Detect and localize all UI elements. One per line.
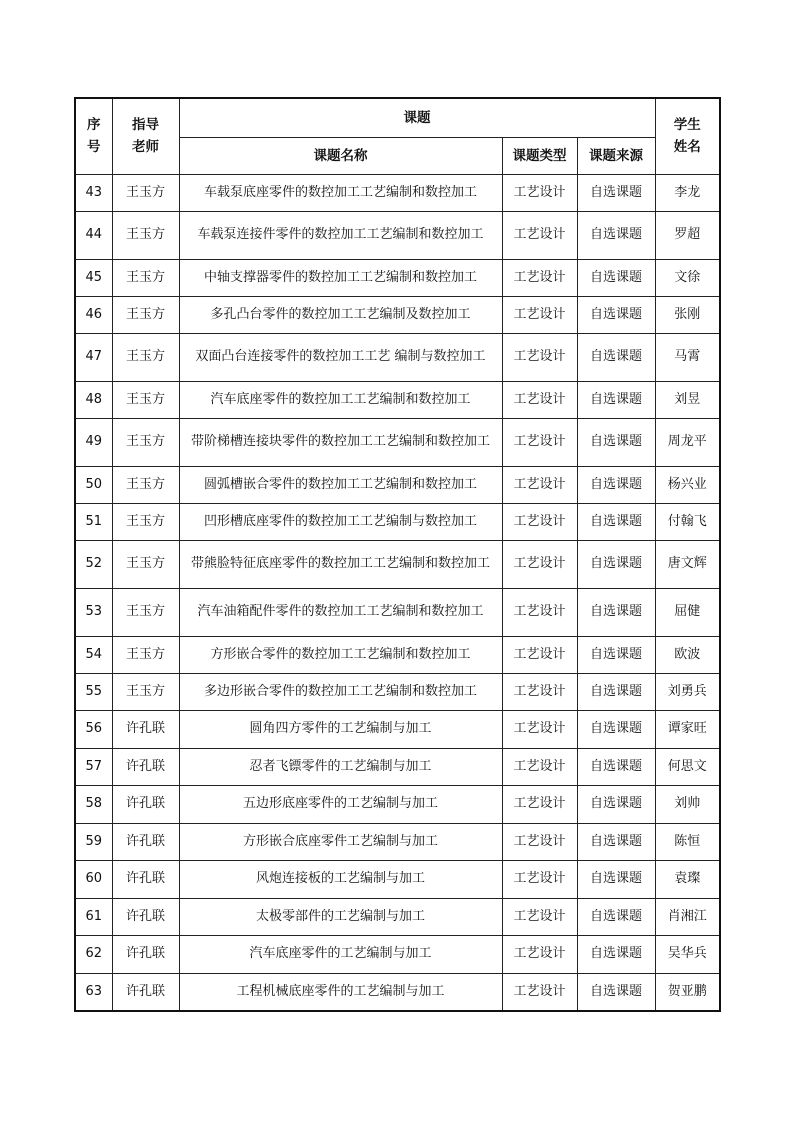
- row-number: 53: [75, 588, 112, 636]
- row-student: 马霄: [655, 333, 720, 381]
- row-student: 周龙平: [655, 418, 720, 466]
- row-topic-source: 自选课题: [577, 211, 655, 259]
- row-topic-type: 工艺设计: [502, 418, 577, 466]
- row-topic-type: 工艺设计: [502, 588, 577, 636]
- row-topic-source: 自选课题: [577, 466, 655, 503]
- table-row: [75, 898, 720, 935]
- row-topic: 圆角四方零件的工艺编制与加工: [179, 710, 502, 748]
- row-topic-source: 自选课题: [577, 418, 655, 466]
- row-student: 谭家旺: [655, 710, 720, 748]
- row-number: 48: [75, 381, 112, 418]
- row-topic-type: 工艺设计: [502, 860, 577, 898]
- row-topic-type: 工艺设计: [502, 381, 577, 418]
- row-student: 张刚: [655, 296, 720, 333]
- row-number: 52: [75, 540, 112, 588]
- table-row: [75, 259, 720, 296]
- table-row: [75, 673, 720, 710]
- row-topic-type: 工艺设计: [502, 673, 577, 710]
- table-row: [75, 748, 720, 785]
- header-topic-source: 课题来源: [577, 137, 655, 174]
- row-topic-source: 自选课题: [577, 174, 655, 211]
- row-topic-source: 自选课题: [577, 636, 655, 673]
- row-number: 45: [75, 259, 112, 296]
- row-topic-type: 工艺设计: [502, 935, 577, 973]
- row-student: 欧波: [655, 636, 720, 673]
- row-topic: 圆弧槽嵌合零件的数控加工工艺编制和数控加工: [179, 466, 502, 503]
- row-student: 李龙: [655, 174, 720, 211]
- header-student: 学生姓名: [655, 98, 720, 174]
- row-advisor: 王玉方: [112, 503, 179, 540]
- table-row: [75, 211, 720, 259]
- table-row: [75, 636, 720, 673]
- row-student: 付翰飞: [655, 503, 720, 540]
- row-topic: 工程机械底座零件的工艺编制与加工: [179, 973, 502, 1011]
- header-advisor: 指导老师: [112, 98, 179, 174]
- row-topic: 凹形槽底座零件的数控加工工艺编制与数控加工: [179, 503, 502, 540]
- row-topic-type: 工艺设计: [502, 259, 577, 296]
- row-advisor: 许孔联: [112, 935, 179, 973]
- row-number: 60: [75, 860, 112, 898]
- row-topic-type: 工艺设计: [502, 333, 577, 381]
- row-topic-source: 自选课题: [577, 503, 655, 540]
- row-advisor: 许孔联: [112, 823, 179, 860]
- row-advisor: 王玉方: [112, 296, 179, 333]
- row-topic-type: 工艺设计: [502, 211, 577, 259]
- row-student: 袁璨: [655, 860, 720, 898]
- row-topic: 方形嵌合零件的数控加工工艺编制和数控加工: [179, 636, 502, 673]
- row-topic: 带阶梯槽连接块零件的数控加工工艺编制和数控加工: [179, 418, 502, 466]
- table-row: [75, 785, 720, 823]
- row-topic-source: 自选课题: [577, 785, 655, 823]
- row-topic-source: 自选课题: [577, 540, 655, 588]
- row-advisor: 许孔联: [112, 898, 179, 935]
- table-row: [75, 503, 720, 540]
- row-advisor: 许孔联: [112, 748, 179, 785]
- row-topic-source: 自选课题: [577, 259, 655, 296]
- table-row: [75, 710, 720, 748]
- row-student: 陈恒: [655, 823, 720, 860]
- header-topic-name: 课题名称: [179, 137, 502, 174]
- row-topic-source: 自选课题: [577, 748, 655, 785]
- row-number: 59: [75, 823, 112, 860]
- row-topic-type: 工艺设计: [502, 748, 577, 785]
- row-number: 43: [75, 174, 112, 211]
- table-row: [75, 588, 720, 636]
- row-number: 51: [75, 503, 112, 540]
- row-topic-source: 自选课题: [577, 296, 655, 333]
- row-advisor: 许孔联: [112, 973, 179, 1011]
- row-advisor: 王玉方: [112, 636, 179, 673]
- row-topic: 忍者飞镖零件的工艺编制与加工: [179, 748, 502, 785]
- row-topic-source: 自选课题: [577, 333, 655, 381]
- row-topic-source: 自选课题: [577, 381, 655, 418]
- row-topic: 五边形底座零件的工艺编制与加工: [179, 785, 502, 823]
- row-advisor: 王玉方: [112, 381, 179, 418]
- row-number: 47: [75, 333, 112, 381]
- row-student: 刘昱: [655, 381, 720, 418]
- row-topic-source: 自选课题: [577, 973, 655, 1011]
- row-student: 唐文辉: [655, 540, 720, 588]
- row-student: 吴华兵: [655, 935, 720, 973]
- row-advisor: 王玉方: [112, 174, 179, 211]
- row-topic: 车载泵底座零件的数控加工工艺编制和数控加工: [179, 174, 502, 211]
- table-row: [75, 823, 720, 860]
- row-topic: 双面凸台连接零件的数控加工工艺 编制与数控加工: [179, 333, 502, 381]
- row-topic-type: 工艺设计: [502, 823, 577, 860]
- table-row: [75, 973, 720, 1011]
- row-number: 46: [75, 296, 112, 333]
- row-student: 贺亚鹏: [655, 973, 720, 1011]
- row-advisor: 王玉方: [112, 588, 179, 636]
- row-number: 44: [75, 211, 112, 259]
- row-student: 罗超: [655, 211, 720, 259]
- row-number: 61: [75, 898, 112, 935]
- header-topic-type: 课题类型: [502, 137, 577, 174]
- row-advisor: 王玉方: [112, 466, 179, 503]
- row-advisor: 王玉方: [112, 259, 179, 296]
- row-topic: 带熊脸特征底座零件的数控加工工艺编制和数控加工: [179, 540, 502, 588]
- table-row: [75, 466, 720, 503]
- row-advisor: 许孔联: [112, 710, 179, 748]
- row-student: 杨兴业: [655, 466, 720, 503]
- table-row: [75, 418, 720, 466]
- row-number: 56: [75, 710, 112, 748]
- row-topic-type: 工艺设计: [502, 785, 577, 823]
- row-topic-type: 工艺设计: [502, 973, 577, 1011]
- row-topic: 汽车油箱配件零件的数控加工工艺编制和数控加工: [179, 588, 502, 636]
- row-topic-type: 工艺设计: [502, 503, 577, 540]
- row-number: 54: [75, 636, 112, 673]
- table-row: [75, 296, 720, 333]
- row-advisor: 王玉方: [112, 418, 179, 466]
- table-row: [75, 333, 720, 381]
- row-topic-type: 工艺设计: [502, 636, 577, 673]
- table-row: [75, 540, 720, 588]
- row-number: 63: [75, 973, 112, 1011]
- row-number: 58: [75, 785, 112, 823]
- row-advisor: 王玉方: [112, 211, 179, 259]
- row-student: 何思文: [655, 748, 720, 785]
- row-topic-source: 自选课题: [577, 710, 655, 748]
- row-topic: 车载泵连接件零件的数控加工工艺编制和数控加工: [179, 211, 502, 259]
- row-student: 屈健: [655, 588, 720, 636]
- table-row: [75, 860, 720, 898]
- row-student: 刘帅: [655, 785, 720, 823]
- row-student: 文徐: [655, 259, 720, 296]
- row-topic-type: 工艺设计: [502, 174, 577, 211]
- row-topic: 多孔凸台零件的数控加工工艺编制及数控加工: [179, 296, 502, 333]
- row-topic: 汽车底座零件的工艺编制与加工: [179, 935, 502, 973]
- row-number: 50: [75, 466, 112, 503]
- row-topic-source: 自选课题: [577, 673, 655, 710]
- row-advisor: 许孔联: [112, 860, 179, 898]
- row-student: 刘勇兵: [655, 673, 720, 710]
- row-topic: 风炮连接板的工艺编制与加工: [179, 860, 502, 898]
- row-topic-source: 自选课题: [577, 935, 655, 973]
- table-row: [75, 381, 720, 418]
- table-row: [75, 935, 720, 973]
- row-topic-type: 工艺设计: [502, 296, 577, 333]
- row-topic: 方形嵌合底座零件工艺编制与加工: [179, 823, 502, 860]
- row-number: 57: [75, 748, 112, 785]
- row-advisor: 许孔联: [112, 785, 179, 823]
- row-topic: 汽车底座零件的数控加工工艺编制和数控加工: [179, 381, 502, 418]
- row-student: 肖湘江: [655, 898, 720, 935]
- row-advisor: 王玉方: [112, 333, 179, 381]
- row-number: 55: [75, 673, 112, 710]
- row-topic-source: 自选课题: [577, 588, 655, 636]
- table-row: [75, 174, 720, 211]
- row-number: 62: [75, 935, 112, 973]
- header-topic-group: 课题: [179, 98, 655, 137]
- row-topic-source: 自选课题: [577, 823, 655, 860]
- row-topic-type: 工艺设计: [502, 540, 577, 588]
- row-topic-type: 工艺设计: [502, 898, 577, 935]
- topics-table: [74, 97, 721, 1012]
- row-topic-type: 工艺设计: [502, 710, 577, 748]
- row-advisor: 王玉方: [112, 540, 179, 588]
- row-topic: 太极零部件的工艺编制与加工: [179, 898, 502, 935]
- row-advisor: 王玉方: [112, 673, 179, 710]
- header-seq: 序号: [75, 98, 112, 174]
- row-number: 49: [75, 418, 112, 466]
- row-topic-source: 自选课题: [577, 860, 655, 898]
- row-topic-type: 工艺设计: [502, 466, 577, 503]
- row-topic-source: 自选课题: [577, 898, 655, 935]
- row-topic: 中轴支撑器零件的数控加工工艺编制和数控加工: [179, 259, 502, 296]
- row-topic: 多边形嵌合零件的数控加工工艺编制和数控加工: [179, 673, 502, 710]
